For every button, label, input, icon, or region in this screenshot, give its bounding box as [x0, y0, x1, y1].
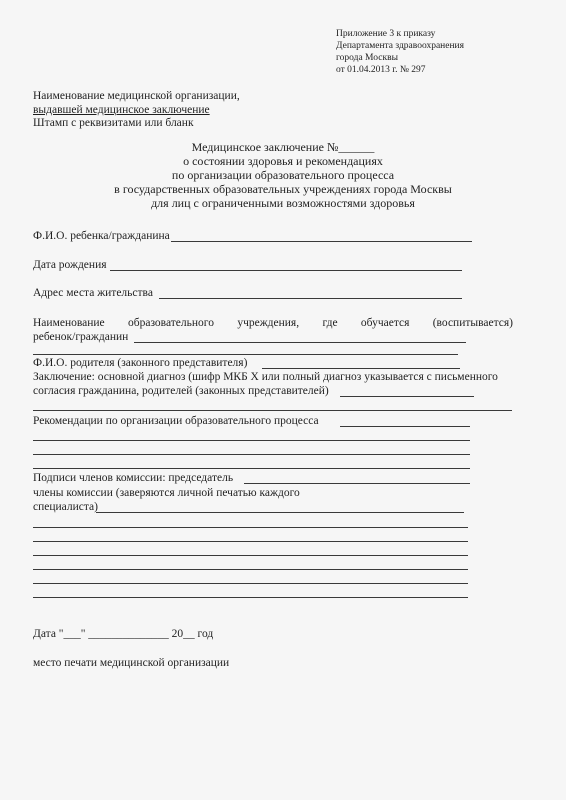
title-line-5: для лиц с ограниченными возможностями здоровья — [151, 196, 415, 210]
conclusion-label: Заключение: основной диагноз (шифр МКБ X или полный диагноз указывается с письменного — [33, 371, 498, 383]
title-line-1: Медицинское заключение №______ — [191, 140, 375, 154]
members-specialist-label: специалиста) — [33, 501, 98, 513]
birth-date-label: Дата рождения — [33, 259, 107, 271]
appendix-line-3: города Москвы — [336, 53, 398, 63]
title-line-4: в государственных образовательных учреждениях города Москвы — [114, 182, 452, 196]
recommendations-input-line-3[interactable] — [33, 454, 470, 455]
member-signature-line-5[interactable] — [33, 569, 468, 570]
conclusion-consent-label: согласия гражданина, родителей (законных представителей) — [33, 385, 329, 397]
recommendations-label: Рекомендации по организации образовательного процесса — [33, 415, 319, 427]
appendix-line-1: Приложение 3 к приказу — [336, 29, 436, 39]
conclusion-input-line-1[interactable] — [340, 396, 474, 397]
recommendations-input-line-2[interactable] — [33, 440, 470, 441]
edu-input-line-1[interactable] — [134, 342, 466, 343]
birth-date-input-line[interactable] — [110, 270, 462, 271]
org-name-label: Наименование медицинской организации, — [33, 90, 240, 102]
address-label: Адрес места жительства — [33, 287, 153, 299]
member-signature-line-7[interactable] — [33, 597, 468, 598]
edu-student-label: ребенок/гражданин — [33, 331, 129, 343]
appendix-line-2: Департамента здравоохранения — [336, 41, 465, 51]
member-signature-line-2[interactable] — [33, 527, 468, 528]
conclusion-input-line-2[interactable] — [33, 410, 512, 411]
parent-input-line[interactable] — [262, 368, 460, 369]
fio-label: Ф.И.О. ребенка/гражданина — [33, 230, 170, 242]
recommendations-input-line-1[interactable] — [340, 426, 470, 427]
address-input-line[interactable] — [159, 298, 462, 299]
signatures-chairman-label: Подписи членов комиссии: председатель — [33, 472, 234, 484]
recommendations-input-line-4[interactable] — [33, 468, 470, 469]
edu-input-line-2[interactable] — [33, 354, 458, 355]
parent-label: Ф.И.О. родителя (законного представителя) — [33, 357, 248, 369]
members-label: члены комиссии (заверяются личной печатью каждого — [33, 487, 300, 499]
member-signature-line-6[interactable] — [33, 583, 468, 584]
member-signature-line-3[interactable] — [33, 541, 468, 542]
org-issuer-label: выдавшей медицинское заключение — [33, 104, 210, 116]
member-signature-line-1[interactable] — [96, 512, 464, 513]
edu-institution-label: Наименование образовательного учреждения, где обучается (воспитывается) — [33, 317, 513, 329]
fio-input-line[interactable] — [171, 241, 472, 242]
title-line-2: о состоянии здоровья и рекомендациях — [183, 154, 383, 168]
member-signature-line-4[interactable] — [33, 555, 468, 556]
chairman-signature-line[interactable] — [244, 483, 470, 484]
title-line-3: по организации образовательного процесса — [171, 168, 395, 182]
stamp-place-label: место печати медицинской организации — [33, 657, 230, 669]
org-stamp-label: Штамп с реквизитами или бланк — [33, 117, 194, 129]
appendix-line-4: от 01.04.2013 г. № 297 — [336, 65, 426, 75]
date-field[interactable]: Дата "___" ______________ 20__ год — [33, 628, 214, 640]
